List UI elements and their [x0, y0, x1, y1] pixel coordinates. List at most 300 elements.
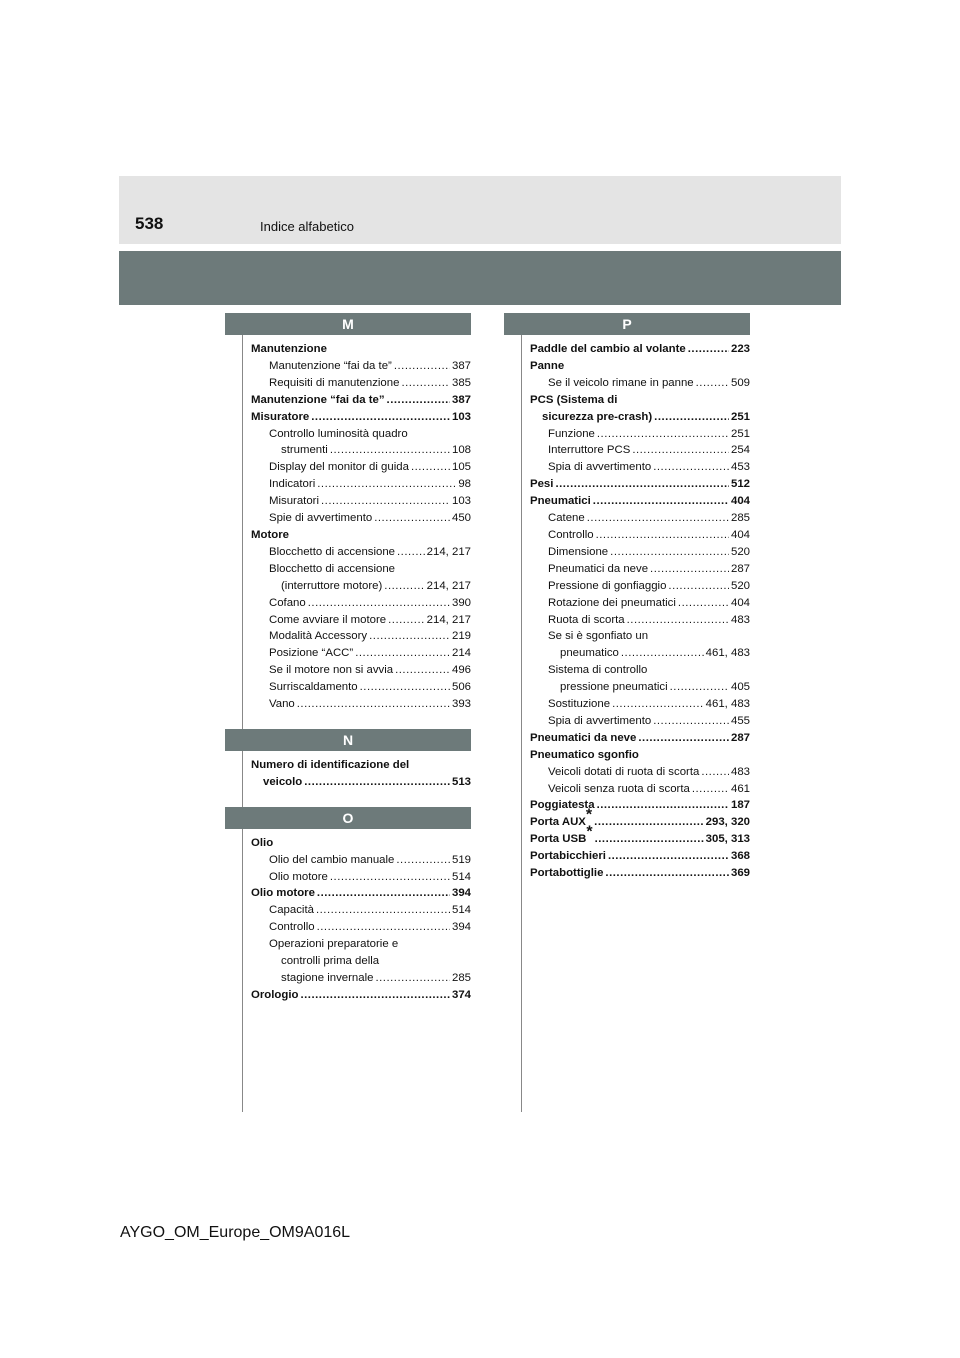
leader-dots [612, 696, 704, 713]
entry-text [251, 527, 289, 544]
index-entry [530, 645, 750, 662]
leader-dots [701, 764, 729, 781]
entry-label: Olio motore [251, 887, 315, 900]
entry-label: Veicoli senza ruota di scorta [548, 782, 690, 795]
entry-text [269, 902, 314, 919]
index-entry [251, 358, 471, 375]
entry-text [530, 806, 593, 831]
entry-label: Se si è sgonfiato un [548, 630, 649, 643]
leader-dots [597, 426, 729, 443]
entry-text [548, 459, 651, 476]
index-entry [251, 662, 471, 679]
footnote-asterisk: * [586, 823, 593, 841]
entry-text [548, 696, 610, 713]
page-number: 538 [135, 214, 164, 233]
entry-label: Pesi [530, 478, 554, 491]
leader-dots [678, 595, 729, 612]
entry-label: Spia di avvertimento [548, 714, 652, 727]
leader-dots [375, 970, 450, 987]
index-entry [530, 341, 750, 358]
index-entry [251, 953, 471, 970]
index-entry [251, 869, 471, 886]
entry-label: veicolo [263, 775, 303, 788]
index-entry [530, 358, 750, 375]
leader-dots [621, 645, 704, 662]
entry-page: 461, 483 [705, 698, 750, 711]
entry-label: Surriscaldamento [269, 681, 358, 694]
header-band [119, 251, 841, 305]
index-entry [251, 628, 471, 645]
entry-page: 509 [730, 376, 750, 389]
entry-text [530, 865, 603, 882]
entry-page: 483 [730, 765, 750, 778]
entry-page: 219 [451, 630, 471, 643]
leader-dots [594, 814, 704, 831]
entry-text [530, 797, 595, 814]
index-section-p [530, 313, 750, 882]
leader-dots [605, 865, 729, 882]
entry-text [269, 936, 398, 953]
entry-text [548, 544, 608, 561]
index-entry [251, 476, 471, 493]
entry-text [548, 781, 690, 798]
index-entry [251, 544, 471, 561]
entry-label: Motore [251, 528, 289, 541]
index-entry [251, 341, 471, 358]
index-entry [251, 442, 471, 459]
entry-text [548, 595, 676, 612]
index-section-n [251, 729, 471, 791]
entry-text [269, 459, 409, 476]
document-code: AYGO_OM_Europe_OM9A016L [120, 1224, 351, 1241]
entry-label: Spie di avvertimento [269, 512, 373, 525]
entry-text [530, 823, 593, 848]
entry-label: Se il veicolo rimane in panne [548, 376, 694, 389]
index-entry [530, 561, 750, 578]
entry-page: 520 [730, 579, 750, 592]
entry-page: 103 [451, 410, 471, 423]
entry-page: 385 [451, 376, 471, 389]
index-entry [530, 628, 750, 645]
entry-text [269, 476, 315, 493]
entry-label: Orologio [251, 988, 299, 1001]
entry-page: 450 [451, 512, 471, 525]
entry-label: Blocchetto di accensione [269, 545, 396, 558]
index-entry [530, 797, 750, 814]
entry-text [560, 679, 668, 696]
leader-dots [696, 375, 729, 392]
entry-label: Controllo luminosità quadro [269, 427, 408, 440]
leader-dots [321, 493, 450, 510]
entry-page: 506 [451, 681, 471, 694]
entry-text [269, 510, 372, 527]
entry-text [542, 409, 652, 426]
entry-label: Manutenzione [251, 343, 327, 355]
leader-dots [638, 730, 729, 747]
entry-page: 251 [730, 427, 750, 440]
index-entry [251, 527, 471, 544]
entry-page: 404 [730, 495, 750, 508]
index-entry [530, 679, 750, 696]
entry-label: Panne [530, 359, 565, 372]
entry-label: Ruota di scorta [548, 613, 625, 626]
entry-label: Misuratore [251, 410, 310, 423]
entry-label: Display del monitor di guida [269, 461, 409, 474]
entry-page: 393 [451, 698, 471, 711]
entry-text [530, 358, 564, 375]
entry-label: Manutenzione “fai da te” [251, 393, 385, 406]
entry-text [269, 493, 319, 510]
leader-dots [360, 679, 450, 696]
index-entry [530, 662, 750, 679]
leader-dots [330, 442, 450, 459]
entry-text [530, 493, 591, 510]
index-entry [530, 781, 750, 798]
entry-page: 369 [730, 867, 750, 880]
index-entry [530, 747, 750, 764]
entry-page: 103 [451, 495, 471, 508]
entry-text [548, 612, 625, 629]
entry-text [548, 510, 585, 527]
leader-dots [555, 476, 729, 493]
entry-label: (interruttore motore) [281, 579, 383, 592]
entry-label: Spia di avvertimento [548, 461, 652, 474]
entry-label: Funzione [548, 427, 595, 440]
entry-label: Come avviare il motore [269, 613, 387, 626]
entry-page: 483 [730, 613, 750, 626]
index-entry [251, 757, 471, 774]
entry-label: Indicatori [269, 478, 316, 491]
index-entry [530, 409, 750, 426]
index-entry [530, 442, 750, 459]
entry-label: pneumatico [560, 647, 619, 660]
entry-page: 394 [451, 887, 471, 900]
entry-label: Porta AUX [530, 816, 586, 829]
entry-text [530, 392, 617, 409]
entry-page: 187 [730, 799, 750, 812]
entry-label: Vano [269, 698, 295, 711]
entry-page: 520 [730, 545, 750, 558]
index-entry [251, 774, 471, 791]
entry-text [269, 561, 395, 578]
entry-page: 453 [730, 461, 750, 474]
entry-page: 404 [730, 596, 750, 609]
section-letter: M [225, 313, 471, 335]
index-entry [530, 493, 750, 510]
entry-text [560, 645, 619, 662]
entry-text [269, 544, 395, 561]
entry-text [530, 848, 606, 865]
leader-dots [397, 544, 425, 561]
index-entry [530, 713, 750, 730]
entry-page: 394 [451, 921, 471, 934]
entry-page: 514 [451, 904, 471, 917]
entry-text [281, 970, 373, 987]
entry-page: 496 [451, 664, 471, 677]
entry-page: 105 [451, 461, 471, 474]
entry-page: 405 [730, 681, 750, 694]
leader-dots [593, 493, 729, 510]
entry-text [251, 885, 315, 902]
entry-page: 305, 313 [705, 833, 750, 846]
entry-page: 461, 483 [705, 647, 750, 660]
entry-text [548, 713, 651, 730]
entry-label: Pneumatici [530, 495, 591, 508]
index-entry [251, 902, 471, 919]
entry-label: Misuratori [269, 495, 320, 508]
entry-page: 519 [451, 853, 471, 866]
leader-dots [317, 476, 456, 493]
entry-text [548, 662, 647, 679]
leader-dots [317, 885, 450, 902]
entry-label: strumenti [281, 444, 328, 457]
index-entry [530, 426, 750, 443]
entry-label: pressione pneumatici [560, 681, 668, 694]
index-entry [530, 578, 750, 595]
index-entry [530, 823, 750, 848]
index-section-o [251, 807, 471, 1004]
entry-page: 387 [451, 359, 471, 372]
entry-label: PCS (Sistema di [530, 393, 618, 406]
entry-text [269, 662, 393, 679]
entry-label: Pneumatico sgonfio [530, 748, 639, 761]
index-column-left [251, 313, 471, 1004]
leader-dots [401, 375, 450, 392]
entry-text [548, 578, 666, 595]
entry-label: Manutenzione “fai da te” [269, 359, 392, 372]
leader-dots [632, 442, 729, 459]
entry-text [548, 375, 694, 392]
leader-dots [330, 869, 450, 886]
entry-label: Controllo [269, 921, 315, 934]
index-entry [530, 375, 750, 392]
entry-label: sicurezza pre-crash) [542, 410, 653, 423]
entry-list [251, 751, 471, 791]
entry-text [251, 409, 309, 426]
entry-text [251, 757, 409, 774]
entry-page: 214, 217 [426, 545, 471, 558]
entry-label: Poggiatesta [530, 799, 595, 812]
leader-dots [355, 645, 450, 662]
index-entry [251, 510, 471, 527]
entry-page: 254 [730, 444, 750, 457]
page-header [119, 176, 841, 244]
entry-page: 98 [458, 478, 471, 491]
entry-label: Dimensione [548, 545, 609, 558]
leader-dots [653, 459, 729, 476]
entry-label: Veicoli dotati di ruota di scorta [548, 765, 700, 778]
page-title: Indice alfabetico [260, 219, 354, 234]
entry-label: Sistema di controllo [548, 664, 648, 677]
leader-dots [374, 510, 450, 527]
leader-dots [311, 409, 450, 426]
entry-page: 374 [451, 988, 471, 1001]
entry-label: Se il motore non si avvia [269, 664, 394, 677]
entry-text [548, 561, 648, 578]
entry-page: 285 [730, 512, 750, 525]
entry-label: Numero di identificazione del [251, 758, 410, 771]
entry-list [251, 335, 471, 713]
entry-label: Controllo [548, 528, 594, 541]
entry-page: 287 [730, 562, 750, 575]
section-letter: N [225, 729, 471, 751]
entry-text [269, 869, 328, 886]
index-entry [530, 392, 750, 409]
entry-page: 214, 217 [426, 579, 471, 592]
entry-label: Pressione di gonfiaggio [548, 579, 667, 592]
section-letter: O [225, 807, 471, 829]
entry-page: 223 [730, 343, 750, 355]
index-entry [530, 764, 750, 781]
leader-dots [610, 544, 729, 561]
entry-page: 293, 320 [705, 816, 750, 829]
index-entry [530, 730, 750, 747]
index-entry [251, 392, 471, 409]
index-entry [251, 595, 471, 612]
entry-label: stagione invernale [281, 972, 374, 984]
leader-dots [308, 595, 450, 612]
leader-dots [653, 713, 729, 730]
entry-text [548, 527, 594, 544]
index-entry [530, 848, 750, 865]
entry-text [251, 987, 298, 1004]
entry-text [548, 764, 699, 781]
entry-page: 514 [451, 870, 471, 883]
entry-page: 214, 217 [426, 613, 471, 626]
entry-text [263, 774, 302, 791]
entry-label: Blocchetto di accensione [269, 562, 396, 575]
entry-text [530, 730, 636, 747]
entry-text [548, 426, 595, 443]
index-entry [530, 865, 750, 882]
entry-list [251, 829, 471, 1004]
entry-page: 512 [730, 478, 750, 491]
entry-label: Modalità Accessory [269, 630, 368, 643]
leader-dots [670, 679, 729, 696]
index-entry [251, 612, 471, 629]
leader-dots [396, 852, 450, 869]
entry-text [251, 341, 327, 358]
index-entry [251, 459, 471, 476]
entry-text [269, 919, 315, 936]
index-entry [251, 578, 471, 595]
leader-dots [597, 797, 729, 814]
leader-dots [317, 919, 450, 936]
leader-dots [692, 781, 729, 798]
leader-dots [587, 510, 729, 527]
index-entry [251, 919, 471, 936]
index-entry [251, 645, 471, 662]
entry-text [269, 852, 394, 869]
index-column-right [530, 313, 750, 882]
leader-dots [654, 409, 729, 426]
entry-text [269, 595, 306, 612]
entry-text [548, 442, 630, 459]
entry-label: Posizione “ACC” [269, 647, 354, 660]
index-entry [251, 936, 471, 953]
entry-text [530, 476, 553, 493]
leader-dots [316, 902, 450, 919]
index-entry [251, 426, 471, 443]
leader-dots [297, 696, 450, 713]
entry-label: Paddle del cambio al volante [530, 343, 686, 355]
entry-page: 461 [730, 782, 750, 795]
leader-dots [668, 578, 729, 595]
entry-text [530, 747, 639, 764]
entry-label: Olio [251, 836, 274, 849]
entry-page: 368 [730, 850, 750, 863]
entry-label: Sostituzione [548, 698, 611, 711]
entry-label: Porta USB [530, 833, 587, 846]
entry-text [269, 696, 295, 713]
leader-dots [384, 578, 424, 595]
entry-label: Requisiti di manutenzione [269, 376, 400, 389]
index-entry [251, 561, 471, 578]
leader-dots [650, 561, 729, 578]
entry-text [269, 628, 367, 645]
entry-label: Cofano [269, 596, 306, 609]
entry-text [251, 392, 385, 409]
entry-page: 404 [730, 528, 750, 541]
entry-text [281, 442, 328, 459]
entry-label: Portabicchieri [530, 850, 606, 863]
entry-label: Pneumatici da neve [548, 562, 649, 575]
entry-label: Rotazione dei pneumatici [548, 596, 676, 609]
entry-label: Pneumatici da neve [530, 731, 637, 744]
leader-dots [300, 987, 450, 1004]
leader-dots [688, 341, 729, 358]
entry-page: 287 [730, 731, 750, 744]
index-entry [530, 806, 750, 831]
entry-text [269, 645, 353, 662]
leader-dots [411, 459, 450, 476]
index-entry [251, 885, 471, 902]
index-entry [530, 696, 750, 713]
entry-label: Operazioni preparatorie e [269, 938, 399, 951]
leader-dots [304, 774, 450, 791]
leader-dots [395, 662, 450, 679]
index-entry [251, 409, 471, 426]
entry-label: Capacità [269, 904, 314, 917]
entry-label: Olio del cambio manuale [269, 853, 395, 866]
entry-text [281, 953, 379, 970]
entry-label: controlli prima della [281, 955, 380, 968]
entry-page: 214 [451, 647, 471, 660]
entry-page: 387 [451, 393, 471, 406]
index-entry [530, 459, 750, 476]
entry-text [530, 341, 686, 358]
entry-label: Portabottiglie [530, 867, 604, 880]
leader-dots [608, 848, 729, 865]
leader-dots [596, 527, 729, 544]
index-entry [251, 493, 471, 510]
entry-text [269, 358, 392, 375]
entry-page: 251 [730, 410, 750, 423]
footnote-asterisk: * [585, 806, 593, 824]
column-divider-right [521, 332, 522, 1112]
index-entry [251, 987, 471, 1004]
entry-page: 285 [451, 972, 471, 984]
index-entry [251, 679, 471, 696]
entry-text [251, 835, 273, 852]
entry-list [530, 335, 750, 882]
entry-text [548, 628, 648, 645]
entry-page: 390 [451, 596, 471, 609]
index-entry [530, 544, 750, 561]
index-entry [251, 970, 471, 987]
index-entry [251, 696, 471, 713]
leader-dots [595, 831, 704, 848]
